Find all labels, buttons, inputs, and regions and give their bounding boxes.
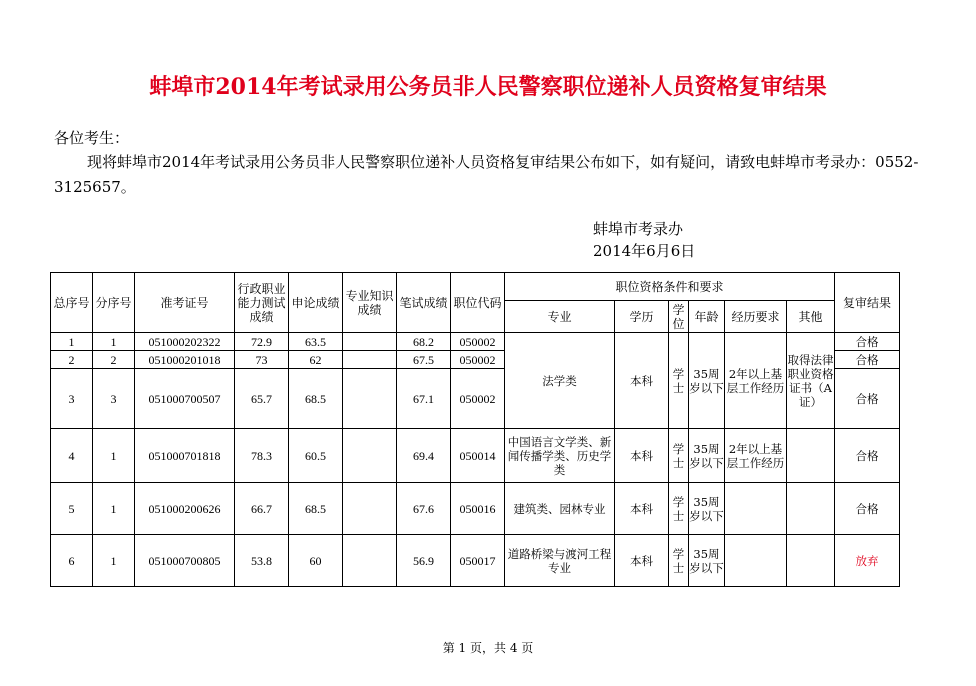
shenlun-score: 60.5 — [289, 429, 343, 483]
sub-no: 1 — [93, 429, 135, 483]
degree-cell: 学士 — [669, 483, 689, 535]
header-other: 其他 — [787, 301, 835, 333]
exam-id: 051000700805 — [135, 535, 235, 587]
age-cell: 35周岁以下 — [689, 535, 725, 587]
sub-no: 1 — [93, 333, 135, 351]
header-total-no: 总序号 — [51, 273, 93, 333]
xingce-score: 66.7 — [235, 483, 289, 535]
greeting: 各位考生： — [54, 129, 130, 147]
post-code: 050002 — [451, 333, 505, 351]
table-row — [51, 535, 900, 587]
shenlun-score: 60 — [289, 535, 343, 587]
age-cell: 35周岁以下 — [689, 483, 725, 535]
written-score: 69.4 — [397, 429, 451, 483]
result-cell: 合格 — [835, 429, 900, 483]
exam-id: 051000701818 — [135, 429, 235, 483]
exam-id: 051000700507 — [135, 369, 235, 429]
experience-cell: 2年以上基层工作经历 — [725, 429, 787, 483]
header-degree: 学位 — [669, 301, 689, 333]
sub-no: 1 — [93, 483, 135, 535]
zhuanye-score — [343, 429, 397, 483]
result-cell: 合格 — [835, 333, 900, 351]
zhuanye-score — [343, 351, 397, 369]
header-result: 复审结果 — [835, 273, 900, 333]
page-title: 蚌埠市2014年考试录用公务员非人民警察职位递补人员资格复审结果 — [149, 74, 827, 100]
age-cell: 35周岁以下 — [689, 429, 725, 483]
results-table — [50, 272, 900, 587]
degree-cell: 学士 — [669, 333, 689, 429]
education-cell: 本科 — [615, 333, 669, 429]
major-cell: 建筑类、园林专业 — [505, 483, 615, 535]
age-cell: 35周岁以下 — [689, 333, 725, 429]
header-age: 年龄 — [689, 301, 725, 333]
experience-cell — [725, 483, 787, 535]
education-cell: 本科 — [615, 483, 669, 535]
header-zhuanye: 专业知识成绩 — [343, 273, 397, 333]
other-cell — [787, 483, 835, 535]
written-score: 68.2 — [397, 333, 451, 351]
exam-id: 051000202322 — [135, 333, 235, 351]
written-score: 67.6 — [397, 483, 451, 535]
total-no: 2 — [51, 351, 93, 369]
signature-org: 蚌埠市考录办 — [593, 220, 684, 238]
shenlun-score: 68.5 — [289, 483, 343, 535]
signature-date: 2014年6月6日 — [593, 242, 696, 260]
shenlun-score: 63.5 — [289, 333, 343, 351]
education-cell: 本科 — [615, 429, 669, 483]
total-no: 4 — [51, 429, 93, 483]
exam-id: 051000201018 — [135, 351, 235, 369]
exam-id: 051000200626 — [135, 483, 235, 535]
education-cell: 本科 — [615, 535, 669, 587]
xingce-score: 78.3 — [235, 429, 289, 483]
header-exam-id: 准考证号 — [135, 273, 235, 333]
major-cell: 中国语言文学类、新闻传播学类、历史学类 — [505, 429, 615, 483]
written-score: 67.5 — [397, 351, 451, 369]
page-footer: 第 1 页，共 4 页 — [442, 641, 534, 655]
major-cell: 法学类 — [505, 333, 615, 429]
xingce-score: 72.9 — [235, 333, 289, 351]
post-code: 050017 — [451, 535, 505, 587]
total-no: 1 — [51, 333, 93, 351]
header-major: 专业 — [505, 301, 615, 333]
zhuanye-score — [343, 535, 397, 587]
header-education: 学历 — [615, 301, 669, 333]
header-experience: 经历要求 — [725, 301, 787, 333]
total-no: 6 — [51, 535, 93, 587]
header-sub-no: 分序号 — [93, 273, 135, 333]
experience-cell: 2年以上基层工作经历 — [725, 333, 787, 429]
header-shenlun: 申论成绩 — [289, 273, 343, 333]
table-row — [51, 483, 900, 535]
degree-cell: 学士 — [669, 429, 689, 483]
header-requirements: 职位资格条件和要求 — [505, 273, 835, 301]
post-code: 050014 — [451, 429, 505, 483]
header-xingce: 行政职业能力测试成绩 — [235, 273, 289, 333]
xingce-score: 53.8 — [235, 535, 289, 587]
major-cell: 道路桥梁与渡河工程专业 — [505, 535, 615, 587]
other-cell — [787, 429, 835, 483]
total-no: 3 — [51, 369, 93, 429]
notice-paragraph: 现将蚌埠市2014年考试录用公务员非人民警察职位递补人员资格复审结果公布如下，如有疑问，请致电蚌埠市考录办：0552-3125657。 — [54, 153, 919, 196]
experience-cell — [725, 535, 787, 587]
shenlun-score: 62 — [289, 351, 343, 369]
other-cell — [787, 535, 835, 587]
total-no: 5 — [51, 483, 93, 535]
result-cell: 合格 — [835, 351, 900, 369]
sub-no: 1 — [93, 535, 135, 587]
table-row — [51, 429, 900, 483]
header-post-code: 职位代码 — [451, 273, 505, 333]
written-score: 56.9 — [397, 535, 451, 587]
result-cell: 合格 — [835, 483, 900, 535]
zhuanye-score — [343, 369, 397, 429]
post-code: 050002 — [451, 351, 505, 369]
xingce-score: 65.7 — [235, 369, 289, 429]
table-row — [51, 333, 900, 351]
sub-no: 3 — [93, 369, 135, 429]
written-score: 67.1 — [397, 369, 451, 429]
header-written: 笔试成绩 — [397, 273, 451, 333]
zhuanye-score — [343, 483, 397, 535]
post-code: 050002 — [451, 369, 505, 429]
xingce-score: 73 — [235, 351, 289, 369]
sub-no: 2 — [93, 351, 135, 369]
post-code: 050016 — [451, 483, 505, 535]
degree-cell: 学士 — [669, 535, 689, 587]
shenlun-score: 68.5 — [289, 369, 343, 429]
zhuanye-score — [343, 333, 397, 351]
result-cell: 合格 — [835, 369, 900, 429]
result-cell-abandoned: 放弃 — [835, 535, 900, 587]
other-cell: 取得法律职业资格证书（A证） — [787, 333, 835, 429]
